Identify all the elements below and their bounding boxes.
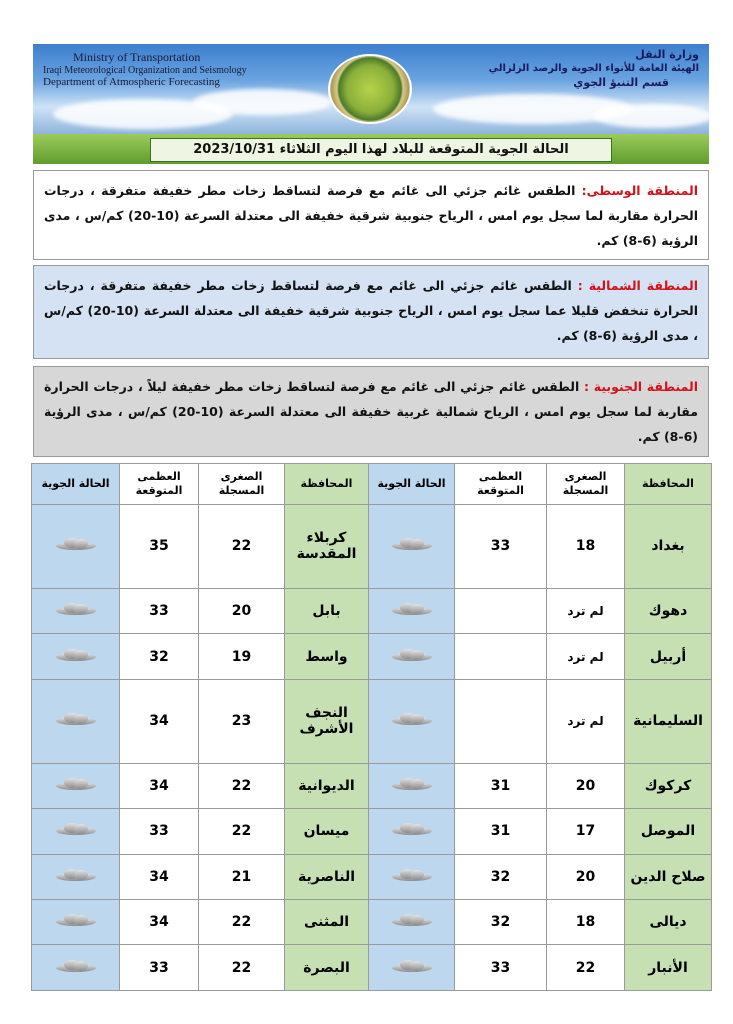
header-max: العظمى المتوقعة [120, 464, 199, 505]
max-temp-cell: 33 [455, 945, 547, 991]
cloud-icon [54, 603, 98, 615]
weather-cell [369, 809, 455, 854]
cloud-icon [54, 869, 98, 881]
max-temp-cell: 33 [120, 809, 199, 854]
province-cell: الأنبار [625, 945, 712, 991]
max-temp-cell: 34 [120, 899, 199, 944]
cloud-icon [54, 823, 98, 835]
organization-logo-icon [330, 56, 410, 122]
table-body [32, 505, 712, 991]
page-title: الحالة الجوية المتوقعة للبلاد لهذا اليوم الثلاثاء 2023/10/31 [150, 138, 612, 162]
region-name: المنطقة الوسطى: [581, 183, 699, 198]
weather-cell [32, 763, 120, 808]
min-temp-cell: 19 [199, 634, 285, 679]
province-cell: ديالى [625, 899, 712, 944]
header-province: المحافظة [285, 464, 369, 505]
province-cell: واسط [285, 634, 369, 679]
max-temp-cell [455, 588, 547, 633]
min-temp-cell: 18 [547, 505, 625, 589]
region-text: الطقس غائم جزئي الى غائم مع فرصة لتساقط زخات مطر خفيفة ليلاً ، درجات الحرارة مقاربة لما سجل يوم امس ، الرياح شمالية غربية خفيفة الى معتدلة السرعة (10-20) كم/س ، مدى الرؤية (6-8) كم. [44, 379, 698, 444]
min-temp-cell: 22 [199, 505, 285, 589]
province-cell: الموصل [625, 809, 712, 854]
arabic-header [489, 48, 699, 90]
english-header [43, 50, 247, 88]
max-temp-cell: 33 [455, 505, 547, 589]
min-temp-cell: 22 [199, 945, 285, 991]
table-row [32, 899, 712, 944]
province-cell: صلاح الدين [625, 854, 712, 899]
organization-en: Iraqi Meteorological Organization and Seismology [43, 65, 247, 76]
cloud-icon [390, 649, 434, 661]
header-weather: الحالة الجوية [369, 464, 455, 505]
min-temp-cell: 20 [547, 763, 625, 808]
weather-cell [369, 899, 455, 944]
min-temp-cell: 22 [547, 945, 625, 991]
table-row [32, 505, 712, 589]
max-temp-cell: 34 [120, 679, 199, 763]
cloud-icon [390, 538, 434, 550]
max-temp-cell: 31 [455, 809, 547, 854]
max-temp-cell: 34 [120, 763, 199, 808]
province-cell: دهوك [625, 588, 712, 633]
cloud-icon [54, 960, 98, 972]
region-text: الطقس غائم جزئي الى غائم مع فرصة لتساقط زخات مطر خفيفة متفرقة ، درجات الحرارة تنخفض قليلا عما سجل يوم امس ، الرياح جنوبية شرقية خفيفة الى معتدلة السرعة (10-20) كم/س ، مدى الرؤية (6-8) كم. [44, 278, 698, 343]
province-cell: كربلاء المقدسة [285, 505, 369, 589]
province-cell: كركوك [625, 763, 712, 808]
table-row [32, 809, 712, 854]
weather-cell [369, 945, 455, 991]
min-temp-cell: 20 [547, 854, 625, 899]
province-cell: الناصرية [285, 854, 369, 899]
forecast-table [31, 463, 712, 991]
cloud-icon [54, 778, 98, 790]
cloud-icon [390, 914, 434, 926]
province-cell: الديوانية [285, 763, 369, 808]
weather-cell [32, 588, 120, 633]
min-temp-cell: لم ترد [547, 634, 625, 679]
weather-cell [369, 763, 455, 808]
weather-cell [32, 679, 120, 763]
max-temp-cell: 32 [120, 634, 199, 679]
weather-cell [369, 505, 455, 589]
cloud-icon [390, 778, 434, 790]
province-cell: النجف الأشرف [285, 679, 369, 763]
min-temp-cell: 18 [547, 899, 625, 944]
min-temp-cell: 20 [199, 588, 285, 633]
min-temp-cell: لم ترد [547, 588, 625, 633]
cloud-icon [54, 649, 98, 661]
weather-cell [369, 588, 455, 633]
province-cell: بغداد [625, 505, 712, 589]
weather-cell [32, 634, 120, 679]
header-min: الصغرى المسجلة [547, 464, 625, 505]
table-row [32, 763, 712, 808]
table-row [32, 854, 712, 899]
weather-cell [369, 634, 455, 679]
cloud-icon [54, 538, 98, 550]
max-temp-cell [455, 634, 547, 679]
max-temp-cell: 32 [455, 899, 547, 944]
cloud-icon [54, 713, 98, 725]
header-banner [33, 44, 709, 134]
ministry-en: Ministry of Transportation [73, 50, 201, 64]
weather-cell [369, 679, 455, 763]
max-temp-cell: 31 [455, 763, 547, 808]
department-en: Department of Atmospheric Forecasting [43, 76, 220, 88]
header-weather: الحالة الجوية [32, 464, 120, 505]
table-row [32, 945, 712, 991]
max-temp-cell [455, 679, 547, 763]
min-temp-cell: 23 [199, 679, 285, 763]
table-header-row [32, 464, 712, 505]
province-cell: بابل [285, 588, 369, 633]
header-max: العظمى المتوقعة [455, 464, 547, 505]
table-row [32, 679, 712, 763]
region-name: المنطقة الشمالية : [577, 278, 698, 293]
province-cell: ميسان [285, 809, 369, 854]
table-row [32, 588, 712, 633]
min-temp-cell: لم ترد [547, 679, 625, 763]
min-temp-cell: 17 [547, 809, 625, 854]
region-central [33, 170, 709, 260]
cloud-icon [390, 823, 434, 835]
organization-ar: الهيئة العامة للأنواء الجوية والرصد الزلزالي [488, 63, 699, 74]
min-temp-cell: 21 [199, 854, 285, 899]
header-province: المحافظة [625, 464, 712, 505]
province-cell: البصرة [285, 945, 369, 991]
province-cell: السليمانية [625, 679, 712, 763]
weather-cell [32, 945, 120, 991]
cloud-icon [390, 713, 434, 725]
weather-cell [32, 809, 120, 854]
cloud-icon [54, 914, 98, 926]
province-cell: أربيل [625, 634, 712, 679]
department-ar: قسم التنبؤ الجوي [573, 76, 669, 89]
region-north [33, 265, 709, 359]
ministry-ar: وزارة النقل [635, 48, 699, 61]
table-row [32, 634, 712, 679]
weather-cell [369, 854, 455, 899]
max-temp-cell: 32 [455, 854, 547, 899]
cloud-icon [390, 960, 434, 972]
weather-cell [32, 899, 120, 944]
max-temp-cell: 33 [120, 588, 199, 633]
cloud-icon [390, 869, 434, 881]
min-temp-cell: 22 [199, 809, 285, 854]
region-south [33, 366, 709, 457]
header-min: الصغرى المسجلة [199, 464, 285, 505]
min-temp-cell: 22 [199, 899, 285, 944]
weather-cell [32, 505, 120, 589]
weather-cell [32, 854, 120, 899]
max-temp-cell: 35 [120, 505, 199, 589]
min-temp-cell: 22 [199, 763, 285, 808]
region-name: المنطقة الجنوبية : [584, 379, 698, 394]
province-cell: المثنى [285, 899, 369, 944]
cloud-icon [390, 603, 434, 615]
max-temp-cell: 33 [120, 945, 199, 991]
region-text: الطقس غائم جزئي الى غائم مع فرصة لتساقط زخات مطر خفيفة متفرقة ، درجات الحرارة مقاربة لما سجل يوم امس ، الرياح جنوبية شرقية خفيفة الى معتدلة السرعة (10-20) كم/س ، مدى الرؤية (6-8) كم. [44, 183, 698, 248]
max-temp-cell: 34 [120, 854, 199, 899]
